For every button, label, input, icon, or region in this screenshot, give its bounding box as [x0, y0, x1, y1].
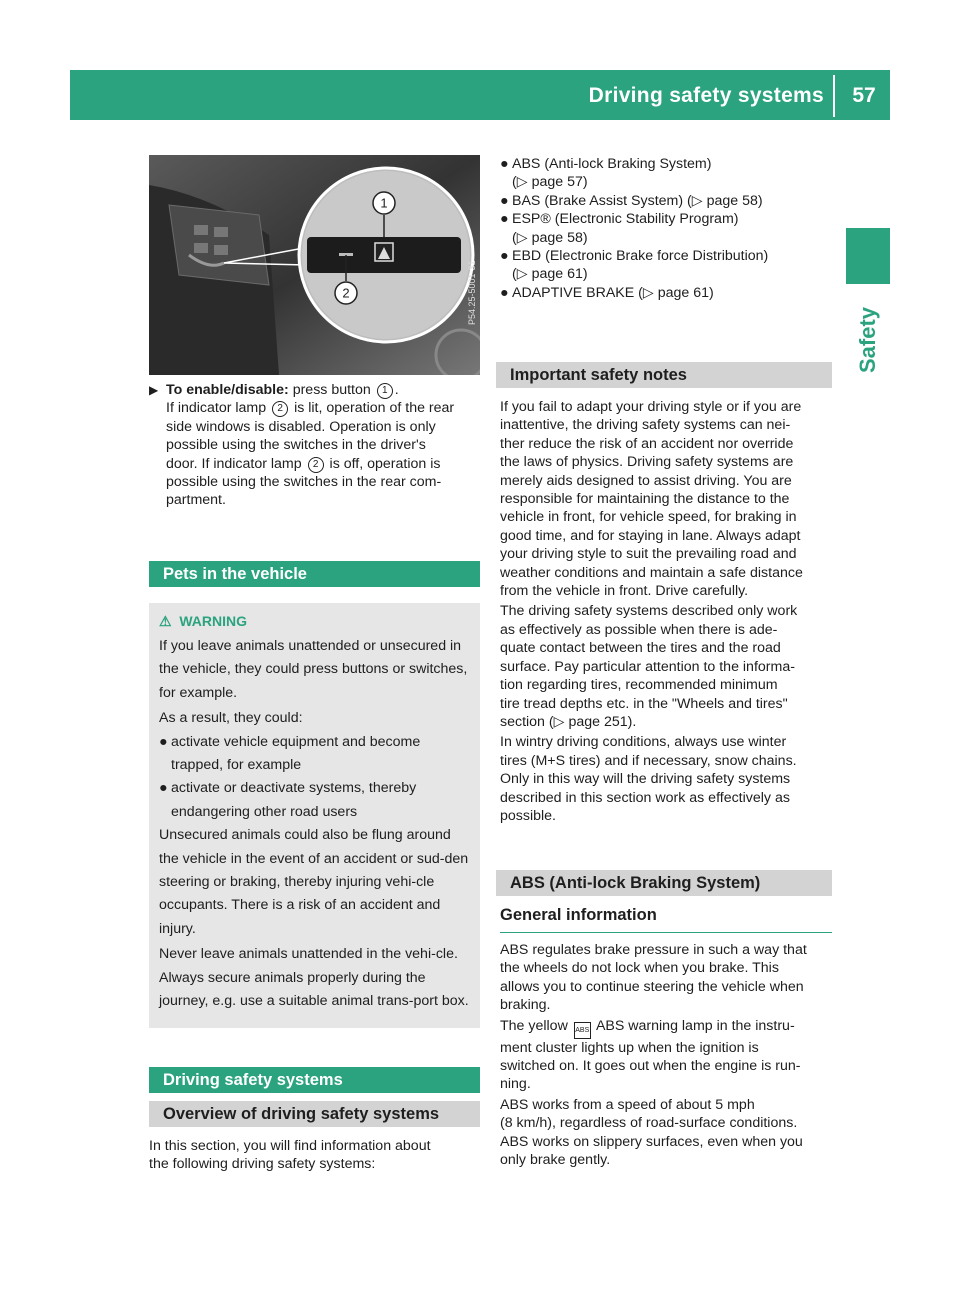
text-line: the laws of physics. Driving safety systems are: [500, 454, 794, 471]
callout-ref-1: 1: [377, 383, 393, 399]
text-line: allows you to continue steering the vehicle when: [500, 978, 804, 995]
section-tab-label: Safety: [855, 306, 880, 374]
text-line: the wheels do not lock when you brake. This: [500, 960, 779, 977]
step-arrow-icon: ▶: [149, 383, 159, 397]
warning-bullet-1-text: activate vehicle equipment and become trapped, for example: [171, 733, 421, 774]
system-item-page-ref: (▷ page 58): [512, 229, 588, 246]
callout-ref-2b: 2: [308, 457, 324, 473]
text-line: If you fail to adapt your driving style or if you are: [500, 399, 802, 415]
text-line: quate contact between the tires and the road: [500, 640, 781, 657]
text-line: inattentive, the driving safety systems can nei-: [500, 417, 791, 434]
warning-para-2: As a result, they could:: [159, 710, 303, 727]
text-line: (8 km/h), regardless of road-surface conditions.: [500, 1115, 798, 1132]
text-line: described in this section work as effectively as: [500, 789, 790, 806]
text-line: merely aids designed to assist driving. You are: [500, 472, 792, 489]
figure-reference-code: P54.25-5001-31: [467, 260, 477, 325]
important-para-3: [500, 733, 840, 825]
system-item-text: ESP® (Electronic Stability Program): [512, 211, 739, 228]
warning-triangle-icon: ⚠: [159, 613, 172, 629]
system-item-text: ABS (Anti-lock Braking System): [512, 156, 712, 172]
overview-intro-line-1: In this section, you will find information about: [149, 1138, 431, 1154]
door-switch-figure: [149, 155, 480, 375]
system-item-page-ref: (▷ page 61): [512, 266, 588, 283]
instr-line-3: possible using the switches in the driver's: [166, 437, 426, 454]
system-item: ● ESP® (Electronic Stability Program) (▷ page 58): [500, 211, 739, 246]
important-notes-heading: Important safety notes: [496, 362, 832, 388]
system-item-text: BAS (Brake Assist System) (▷ page 58): [512, 192, 763, 209]
page-number: 57: [852, 84, 876, 107]
bullet-icon: ●: [159, 733, 168, 750]
instr-line-4a: door. If indicator lamp: [166, 455, 302, 472]
text-line: weather conditions and maintain a safe distance: [500, 564, 803, 581]
warning-bullet-1: [159, 731, 470, 778]
text-line: your driving style to suit the prevailing road and: [500, 546, 797, 563]
systems-list: [500, 155, 836, 302]
warning-bullet-2-text: activate or deactivate systems, thereby endangering other road users: [171, 780, 417, 820]
system-item-text: ADAPTIVE BRAKE (▷ page 61): [512, 284, 714, 301]
bullet-icon: ●: [159, 780, 168, 797]
text-line: section (▷ page 251).: [500, 713, 637, 730]
text-line: Only in this way will the driving safety systems: [500, 771, 791, 788]
important-para-1: [500, 398, 840, 600]
text-line: only brake gently.: [500, 1152, 611, 1169]
text-line: switched on. It goes out when the engine is run-: [500, 1058, 801, 1075]
text-line: ABS regulates brake pressure in such a way that: [500, 942, 807, 958]
text-line: tire tread depths etc. in the "Wheels and tires": [500, 695, 788, 712]
important-notes-text: [500, 398, 840, 825]
instr-line-1b: is lit, operation of the rear: [294, 400, 455, 417]
section-tab-marker: [846, 228, 890, 284]
text-line: ABS works from a speed of about 5 mph: [500, 1096, 755, 1113]
instr-line-4b: is off, operation is: [329, 455, 441, 472]
instr-line-5: possible using the switches in the rear com-: [166, 474, 442, 491]
instr-line-2: side windows is disabled. Operation is only: [166, 418, 436, 435]
warning-para-1: If you leave animals unattended or unsecured in the vehicle, they could press buttons or switches, for example.: [159, 638, 468, 701]
instr-line-1a: If indicator lamp: [166, 400, 267, 417]
callout-ref-2: 2: [272, 401, 288, 417]
abs-para-2-end: ABS warning lamp in the instru-: [595, 1017, 795, 1034]
enable-disable-instructions: [149, 381, 484, 510]
system-item: ● ADAPTIVE BRAKE (▷ page 61): [500, 284, 714, 301]
warning-para-3: Unsecured animals could also be flung around the vehicle in the event of an accident or sud-den steering or braking, thereby injuring vehi-cle occupants. There is a risk of an accident and injury.: [159, 827, 469, 937]
text-line: ABS works on slippery surfaces, even when you: [500, 1133, 803, 1150]
warning-title: WARNING: [179, 613, 248, 629]
text-line: good time, and for staying in lane. Always adapt: [500, 527, 801, 544]
warning-bullet-2: [159, 777, 470, 824]
driving-safety-heading: Driving safety systems: [149, 1067, 480, 1093]
system-item-page-ref: (▷ page 57): [512, 174, 588, 191]
system-item-text: EBD (Electronic Brake force Distribution): [512, 248, 769, 265]
overview-intro: [149, 1137, 484, 1174]
header-separator: [833, 75, 835, 117]
text-line: surface. Pay particular attention to the informa-: [500, 658, 795, 675]
abs-warning-lamp-icon: ABS: [574, 1022, 591, 1039]
text-line: ther reduce the risk of an accident nor override: [500, 435, 794, 452]
text-line: braking.: [500, 997, 551, 1014]
text-line: ment cluster lights up when the ignition is: [500, 1039, 759, 1056]
system-item: ● ABS (Anti-lock Braking System) (▷ page 57): [500, 156, 712, 191]
text-line: tion regarding tires, recommended minimum: [500, 677, 778, 694]
pets-warning-box: [149, 603, 480, 1028]
text-line: possible.: [500, 807, 556, 824]
abs-text: [500, 941, 840, 1169]
abs-heading: ABS (Anti-lock Braking System): [496, 870, 832, 896]
text-line: from the vehicle in front. Drive carefully.: [500, 583, 749, 600]
text-line: as effectively as possible when there is ade-: [500, 621, 778, 638]
text-line: responsible for maintaining the distance to the: [500, 491, 790, 508]
header-title: Driving safety systems: [588, 84, 824, 107]
text-line: In wintry driving conditions, always use winter: [500, 734, 787, 751]
general-info-subheading: General information: [500, 906, 657, 924]
subheading-rule: [500, 932, 832, 933]
important-para-2: [500, 602, 840, 731]
step-period: .: [394, 382, 399, 398]
abs-para-1: [500, 941, 840, 1015]
overview-intro-line-2: the following driving safety systems:: [149, 1156, 376, 1173]
abs-para-2: [500, 1017, 840, 1094]
system-item: ● BAS (Brake Assist System) (▷ page 58): [500, 192, 763, 209]
text-line: The driving safety systems described only work: [500, 603, 798, 620]
step-text: press button: [292, 382, 371, 398]
overview-subheading: Overview of driving safety systems: [149, 1101, 480, 1127]
callout-1-label: 1: [380, 195, 388, 211]
abs-para-2-start: The yellow: [500, 1017, 568, 1034]
text-line: tires (M+S tires) and if necessary, snow chains.: [500, 752, 797, 769]
pets-section-heading: Pets in the vehicle: [149, 561, 480, 587]
text-line: vehicle in front, for vehicle speed, for braking in: [500, 509, 797, 526]
abs-para-3: [500, 1096, 840, 1170]
warning-para-4: Never leave animals unattended in the vehi-cle. Always secure animals properly during the journey, e.g. use a suitable animal trans-port box.: [159, 946, 469, 1010]
instr-line-6: partment.: [166, 492, 226, 509]
callout-2-label: 2: [342, 285, 350, 301]
step-label: To enable/disable:: [166, 382, 289, 398]
text-line: ning.: [500, 1076, 531, 1093]
system-item: ● EBD (Electronic Brake force Distribution) (▷ page 61): [500, 248, 769, 283]
